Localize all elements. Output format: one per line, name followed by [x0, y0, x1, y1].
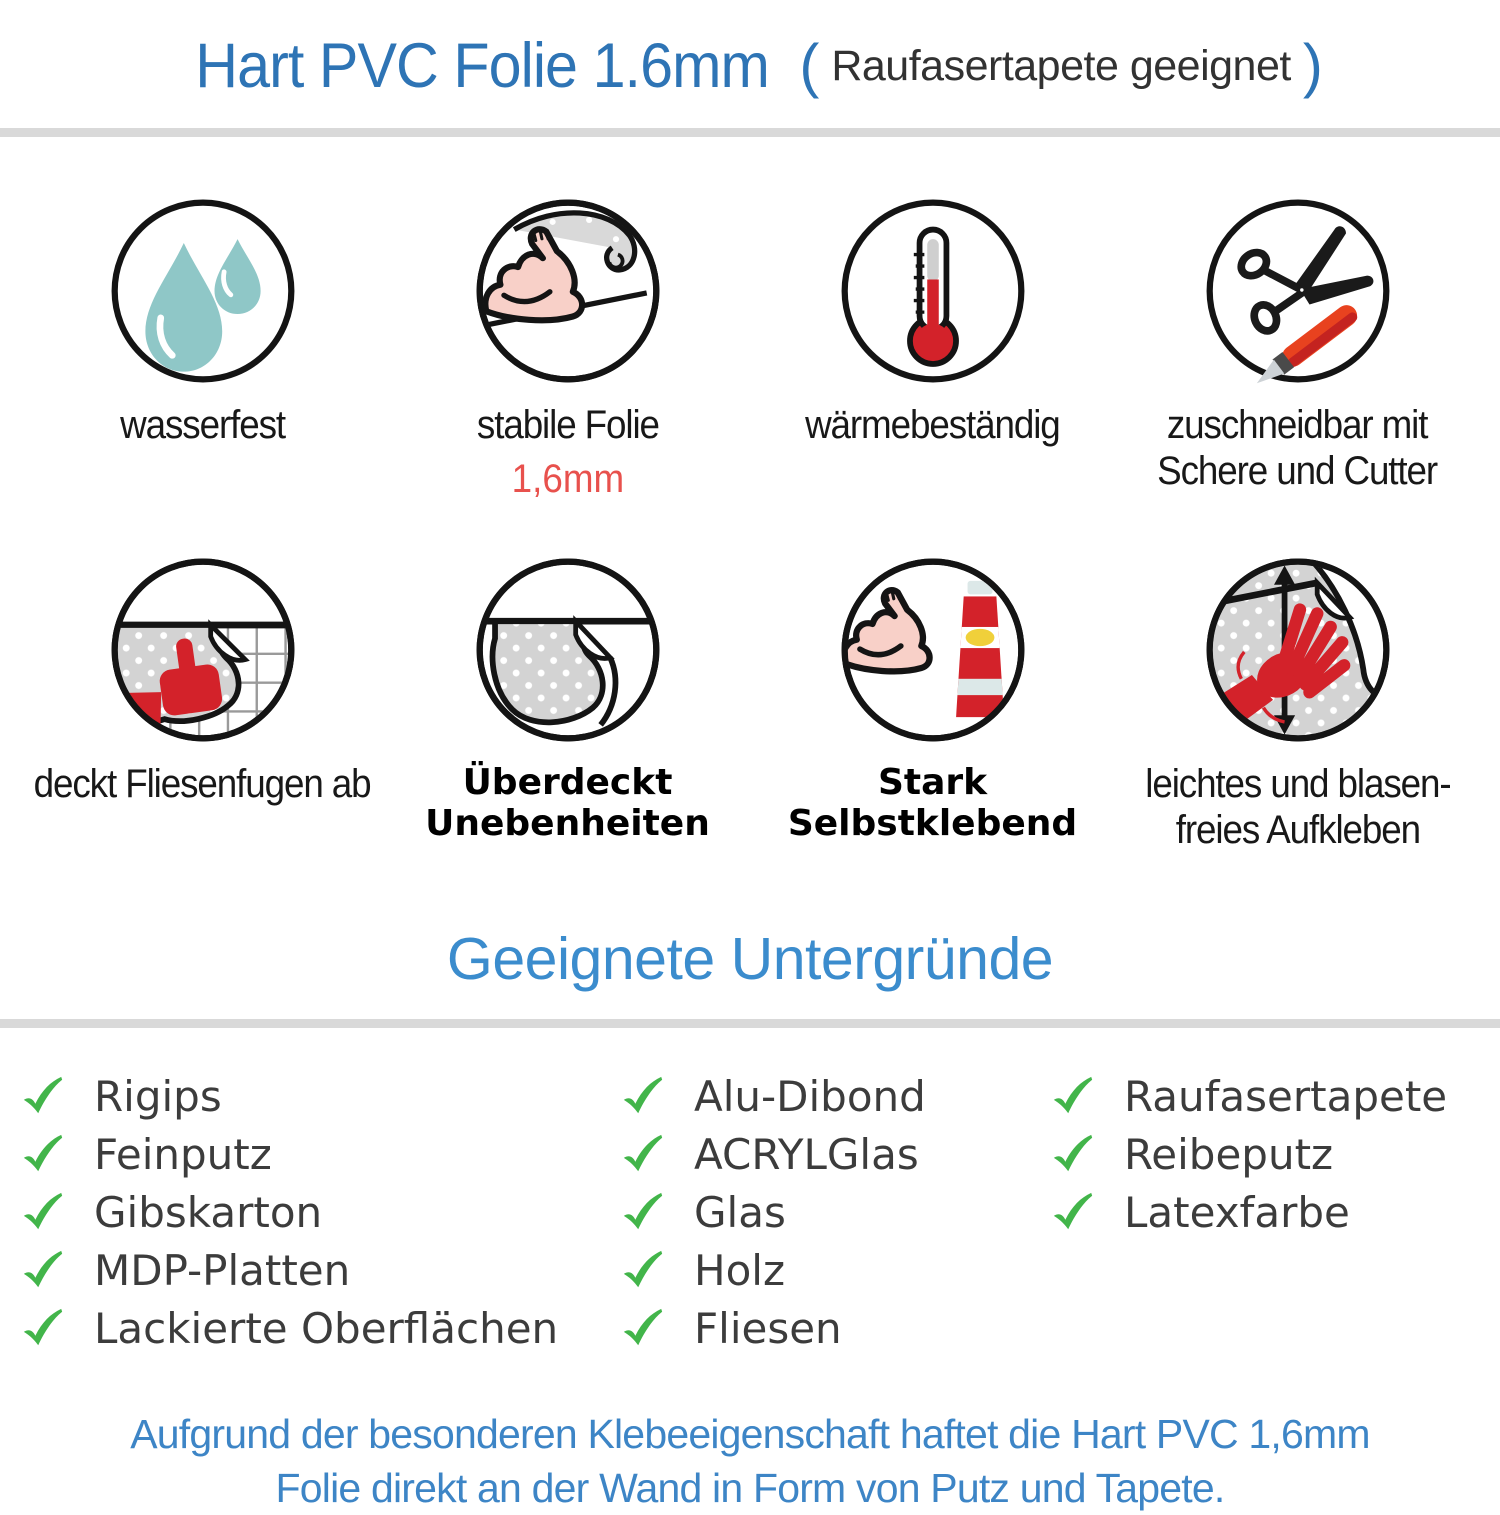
substrates-heading: Geeignete Untergründe	[446, 926, 1054, 993]
substrate-item: Gibskarton	[20, 1188, 620, 1237]
substrate-item: MDP-Platten	[20, 1246, 620, 1295]
feature-sublabel: 1,6mm	[511, 456, 624, 501]
check-icon	[20, 1074, 66, 1120]
feature-zuschneidbar	[1115, 195, 1480, 502]
feature-label-line2: Schere und Cutter	[1157, 448, 1438, 493]
feature-selbstklebend	[750, 554, 1115, 853]
scissors-cutter-icon	[1202, 195, 1394, 387]
feature-label-line2: Unebenheiten	[425, 803, 710, 845]
footer-note	[0, 1408, 1500, 1515]
hand-smooth-icon	[1202, 554, 1394, 746]
substrates-column-3	[1050, 1072, 1480, 1362]
footer-line-2: Folie direkt an der Wand in Form von Putz und Tapete.	[275, 1464, 1225, 1511]
features-grid	[20, 195, 1480, 853]
substrate-item: Feinputz	[20, 1130, 620, 1179]
substrate-item: Lackierte Oberflächen	[20, 1304, 620, 1353]
check-icon	[20, 1190, 66, 1236]
muscle-foil-icon	[472, 195, 664, 387]
feature-label: Überdeckt	[462, 762, 673, 804]
title-subtitle: Raufasertapete geeignet	[831, 41, 1291, 90]
check-icon	[620, 1190, 666, 1236]
check-icon	[620, 1248, 666, 1294]
substrate-item: Rigips	[20, 1072, 620, 1121]
feature-label: deckt Fliesenfugen ab	[34, 762, 371, 807]
feature-label-line2: Selbstklebend	[787, 803, 1078, 845]
feature-label-line2: freies Aufkleben	[1175, 807, 1420, 852]
check-icon	[620, 1074, 666, 1120]
feature-label: leichtes und blasen-	[1144, 762, 1451, 807]
thermometer-icon	[837, 195, 1029, 387]
feature-fliesenfugen	[20, 554, 385, 853]
muscle-glue-icon	[837, 554, 1029, 746]
substrate-item: ACRYLGlas	[620, 1130, 1050, 1179]
check-icon	[20, 1306, 66, 1352]
feature-label: zuschneidbar mit	[1167, 403, 1428, 447]
footer-line-1: Aufgrund der besonderen Klebeeigenschaft haftet die Hart PVC 1,6mm	[130, 1411, 1370, 1458]
substrate-item: Raufasertapete	[1050, 1072, 1480, 1121]
check-icon	[1050, 1190, 1096, 1236]
check-icon	[20, 1132, 66, 1178]
feature-stabile-folie	[385, 195, 750, 502]
substrate-item: Latexfarbe	[1050, 1188, 1480, 1237]
feature-unebenheiten	[385, 554, 750, 853]
tiles-thumb-icon	[107, 554, 299, 746]
water-drops-icon	[107, 195, 299, 387]
check-icon	[20, 1248, 66, 1294]
divider-top	[0, 128, 1500, 137]
feature-waermebestaendig	[750, 195, 1115, 502]
substrates-column-1	[20, 1072, 620, 1362]
check-icon	[620, 1132, 666, 1178]
substrate-item: Fliesen	[620, 1304, 1050, 1353]
feature-label: wärmebeständig	[805, 403, 1060, 447]
substrate-item: Glas	[620, 1188, 1050, 1237]
feature-label: Stark	[877, 762, 988, 804]
divider-middle	[0, 1019, 1500, 1028]
title-paren-close: )	[1302, 32, 1323, 99]
feature-wasserfest	[20, 195, 385, 502]
substrate-item: Reibeputz	[1050, 1130, 1480, 1179]
feature-label: wasserfest	[120, 403, 285, 447]
substrates-list	[20, 1072, 1480, 1362]
feature-aufkleben	[1115, 554, 1480, 853]
page-title	[0, 0, 1500, 102]
title-paren-open: (	[799, 32, 820, 99]
foil-overlay-icon	[472, 554, 664, 746]
check-icon	[1050, 1132, 1096, 1178]
substrate-item: Holz	[620, 1246, 1050, 1295]
title-main: Hart PVC Folie 1.6mm	[195, 31, 770, 101]
substrate-item: Alu-Dibond	[620, 1072, 1050, 1121]
substrates-column-2	[620, 1072, 1050, 1362]
check-icon	[620, 1306, 666, 1352]
check-icon	[1050, 1074, 1096, 1120]
feature-label: stabile Folie	[476, 403, 659, 447]
